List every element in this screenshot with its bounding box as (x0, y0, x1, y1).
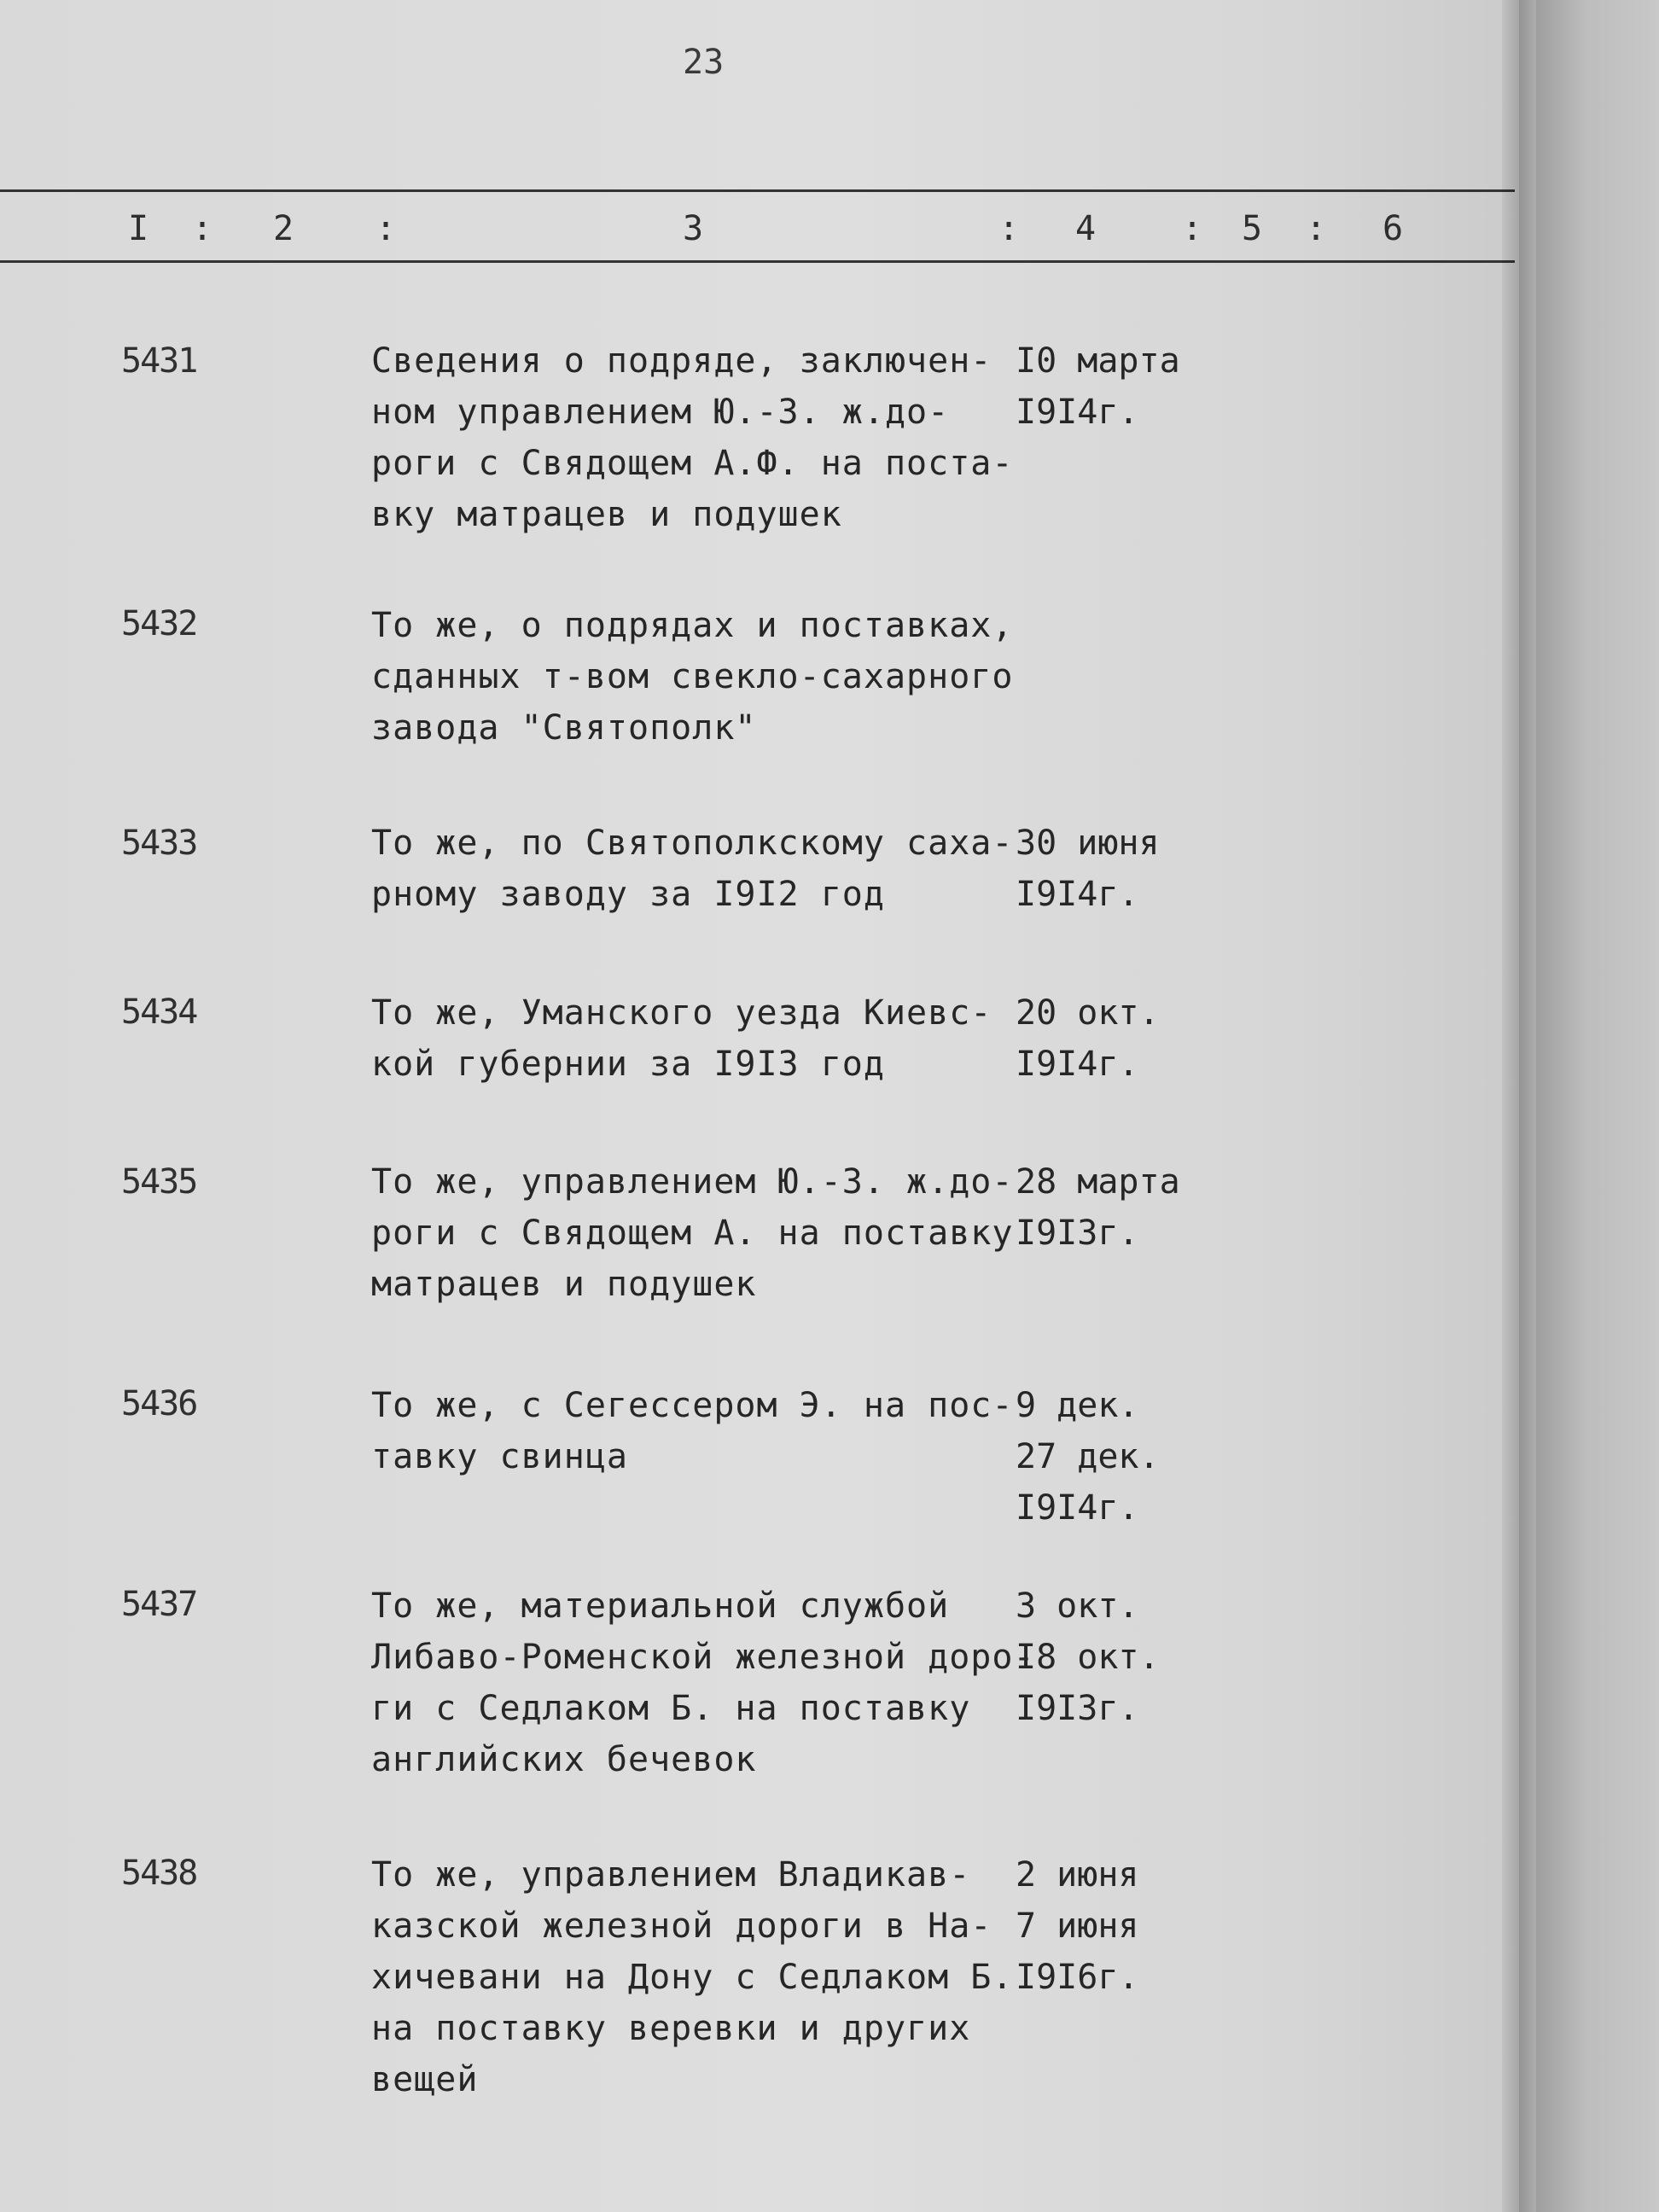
entry-line: вещей (371, 2060, 479, 2099)
entry-line: вку матрацев и подушек (371, 495, 842, 534)
entry-date-line: I9I4г. (1016, 1045, 1139, 1084)
entry-description (371, 1580, 1035, 1785)
column-header-3: 3 (683, 209, 704, 248)
column-header-2: 2 (273, 209, 294, 248)
entry-date-line: I0 марта (1016, 341, 1180, 381)
entry-line: Сведения о подряде, заключен- (371, 341, 992, 381)
entry-dates (1016, 1156, 1203, 1259)
entry-line: То же, управлением Ю.-З. ж.до- (371, 1162, 1014, 1202)
page-number: 23 (683, 43, 725, 82)
entry-line: завода "Святополк" (371, 708, 757, 748)
entry-line: ги с Седлаком Б. на поставку (371, 1689, 971, 1728)
entry-line: То же, с Сегессером Э. на пос- (371, 1386, 1014, 1425)
column-separator: : (192, 209, 213, 248)
entry-date-line: 27 дек. (1016, 1437, 1160, 1476)
entry-line: То же, управлением Владикав- (371, 1855, 971, 1895)
entry-dates (1016, 987, 1203, 1090)
entry-date-line: 9 дек. (1016, 1386, 1139, 1425)
entry-line: рному заводу за I9I2 год (371, 875, 885, 914)
entry-description (371, 818, 1020, 920)
entry-date-line: I9I3г. (1016, 1214, 1139, 1253)
entry-description (371, 1380, 1020, 1482)
column-header-4: 4 (1075, 209, 1097, 248)
entry-line: сданных т-вом свекло-сахарного (371, 657, 1014, 696)
column-header-5: 5 (1242, 209, 1263, 248)
entry-date-line: I9I6г. (1016, 1958, 1139, 1997)
entry-dates (1016, 335, 1203, 438)
entry-dates (1016, 1580, 1203, 1734)
entry-line: ном управлением Ю.-З. ж.до- (371, 393, 950, 432)
column-header-1: I (128, 209, 149, 248)
entry-line: английских бечевок (371, 1740, 757, 1779)
entry-date-line: 20 окт. (1016, 993, 1160, 1033)
entry-date-line: 28 марта (1016, 1162, 1180, 1202)
adjacent-page (1536, 0, 1659, 2212)
entry-description (371, 335, 1020, 540)
entry-date-line: 2 июня (1016, 1855, 1139, 1895)
entry-dates (1016, 818, 1203, 920)
entry-description (371, 1849, 1020, 2105)
entry-number: 5432 (121, 604, 197, 643)
column-separator: : (1182, 209, 1203, 248)
entry-line: Либаво-Роменской железной доро- (371, 1638, 1035, 1677)
entry-date-line: I9I3г. (1016, 1689, 1139, 1728)
page-edge-shadow (1502, 0, 1536, 2212)
column-separator: : (375, 209, 397, 248)
entry-line: То же, материальной службой (371, 1586, 950, 1626)
entry-line: на поставку веревки и других (371, 2009, 971, 2048)
entry-line: тавку свинца (371, 1437, 628, 1476)
entry-line: хичевани на Дону с Седлаком Б. (371, 1958, 1014, 1997)
entry-number: 5434 (121, 992, 197, 1032)
entry-date-line: I8 окт. (1016, 1638, 1160, 1677)
entry-date-line: 30 июня (1016, 824, 1160, 863)
entry-description (371, 600, 1020, 754)
entry-date-line: 7 июня (1016, 1906, 1139, 1946)
header-rule-bottom (0, 260, 1515, 263)
entry-description (371, 1156, 1020, 1310)
entry-line: То же, Уманского уезда Киевс- (371, 993, 992, 1033)
entry-number: 5435 (121, 1162, 197, 1202)
entry-line: казской железной дороги в На- (371, 1906, 992, 1946)
entry-date-line: I9I4г. (1016, 1488, 1139, 1528)
column-separator: : (1306, 209, 1327, 248)
entry-date-line: 3 окт. (1016, 1586, 1139, 1626)
entry-number: 5433 (121, 824, 197, 863)
entry-line: матрацев и подушек (371, 1265, 757, 1304)
column-header-6: 6 (1382, 209, 1404, 248)
entry-number: 5436 (121, 1384, 197, 1423)
header-rule-top (0, 189, 1515, 192)
column-separator: : (998, 209, 1020, 248)
entry-line: кой губернии за I9I3 год (371, 1045, 885, 1084)
entry-number: 5437 (121, 1585, 197, 1624)
entry-dates (1016, 1849, 1203, 2003)
entry-number: 5438 (121, 1854, 197, 1893)
entry-line: роги с Свядощем А. на поставку (371, 1214, 1014, 1253)
entry-line: роги с Свядощем А.Ф. на поста- (371, 444, 1014, 483)
entry-line: То же, о подрядах и поставках, (371, 606, 1014, 645)
entry-date-line: I9I4г. (1016, 875, 1139, 914)
entry-description (371, 987, 1020, 1090)
entry-number: 5431 (121, 341, 197, 381)
entry-date-line: I9I4г. (1016, 393, 1139, 432)
entry-dates (1016, 1380, 1203, 1534)
entry-line: То же, по Святополкскому саха- (371, 824, 1014, 863)
